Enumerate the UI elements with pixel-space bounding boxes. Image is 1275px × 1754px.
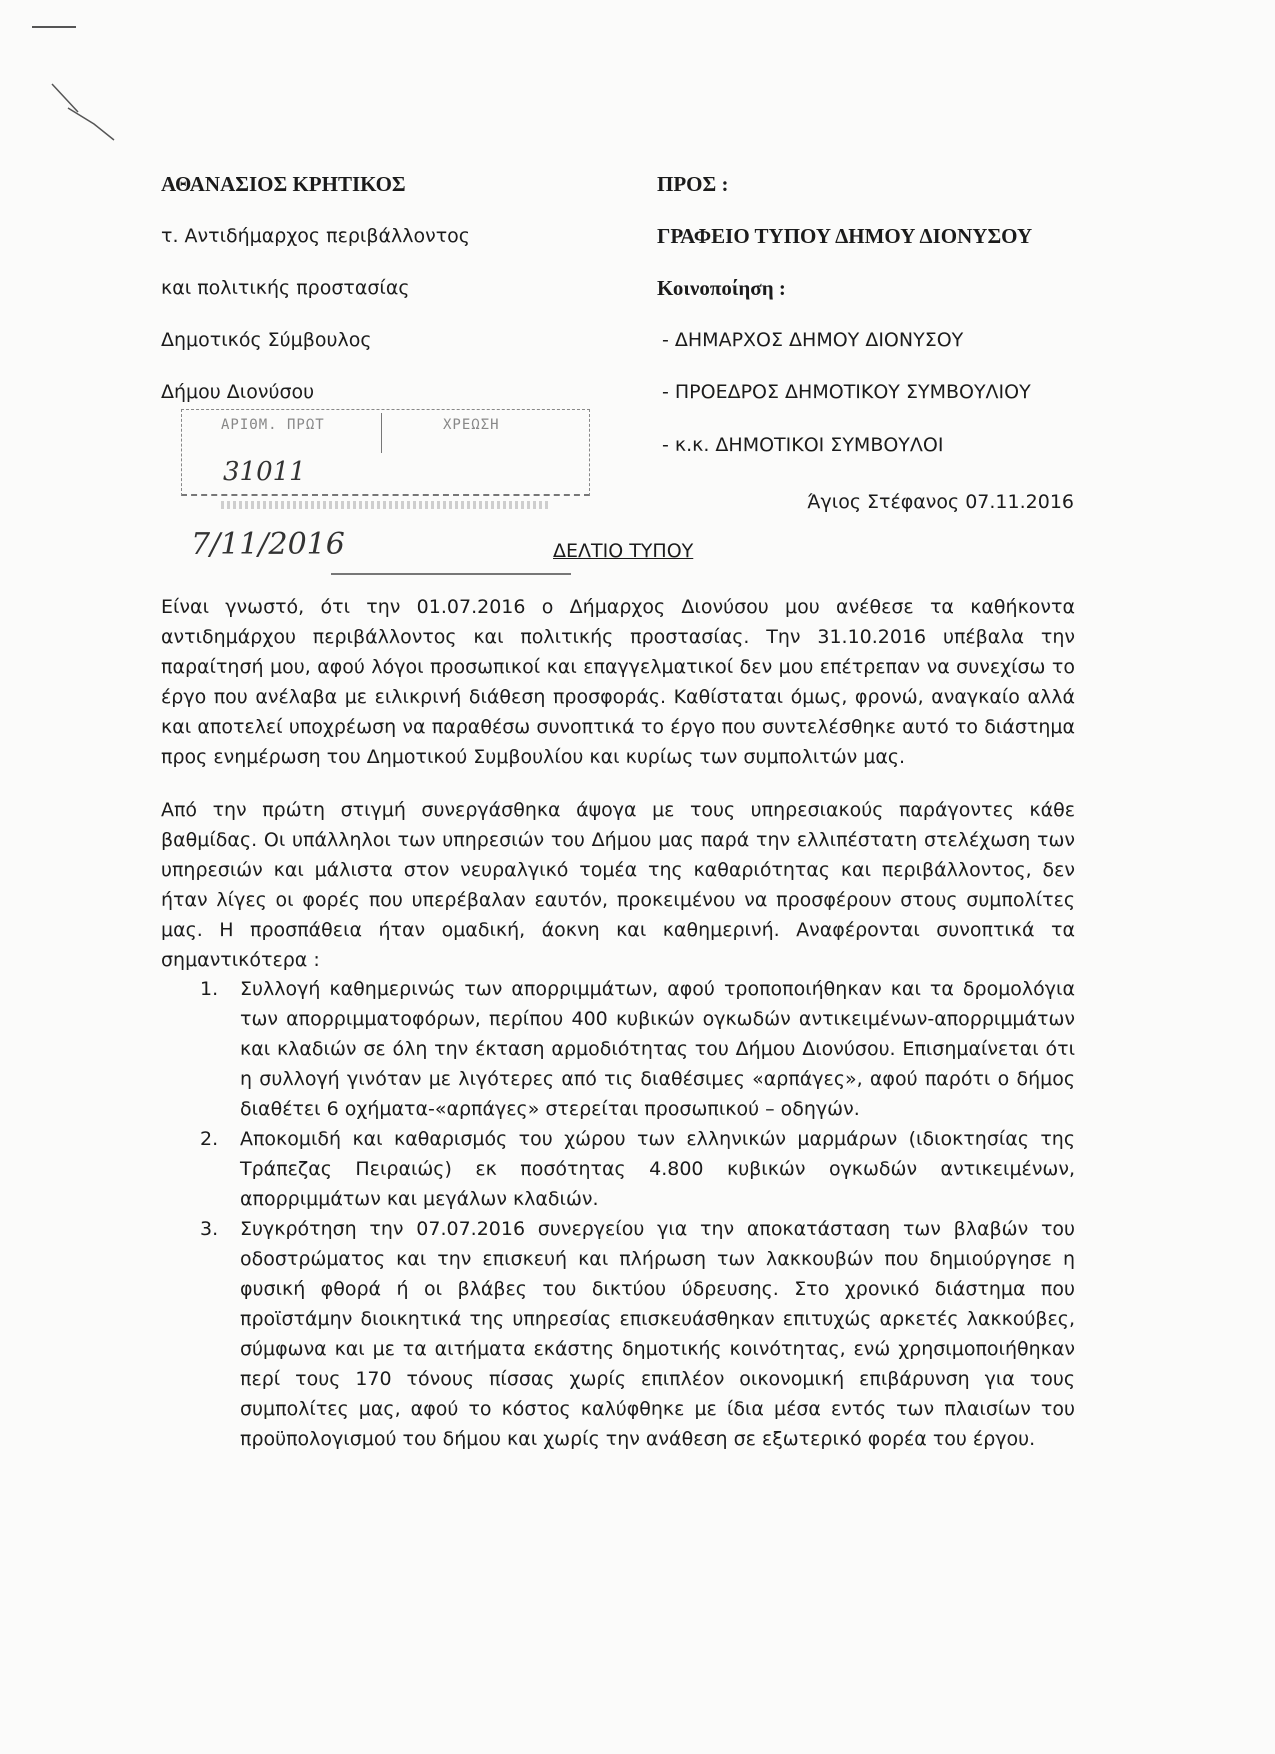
sender-line: Δημοτικός Σύμβουλος <box>161 329 372 351</box>
cc-recipient: - κ.κ. ΔΗΜΟΤΙΚΟΙ ΣΥΜΒΟΥΛΟΙ <box>662 434 944 456</box>
stamp-faded-text <box>221 501 551 509</box>
protocol-stamp <box>181 409 588 573</box>
stamp-protocol-header: ΑΡΙΘΜ. ΠΡΩΤ <box>221 417 325 433</box>
stamp-date: 7/11/2016 <box>191 527 345 562</box>
to-label: ΠΡΟΣ : <box>657 172 729 196</box>
list-item-number: 2. <box>200 1128 219 1150</box>
achievements-list <box>200 974 1075 1454</box>
stamp-charge-header: ΧΡΕΩΣΗ <box>443 417 500 433</box>
body-paragraph: Από την πρώτη στιγμή συνεργάσθηκα άψογα με τους υπηρεσιακούς παράγοντες κάθε βαθμίδας. Οι υπάλληλοι των υπηρεσιών του Δήμου μας παρά την ελλιπέστατη στελέχωση των υπηρεσιών και μάλιστα στον νευραλγικό τομέα της καθαριότητας και περιβάλλοντος, δεν ήταν λίγες οι φορές που υπερέβαλαν εαυτόν, προκειμένου να προσφέρουν στους συμπολίτες μας. Η προσπάθεια ήταν ομαδική, άοκνη και καθημερινή. Αναφέρονται συνοπτικά τα σημαντικότερα : <box>161 799 1075 971</box>
stamp-bottom-line <box>331 573 571 575</box>
cc-label: Κοινοποίηση : <box>657 276 786 300</box>
sender-line: και πολιτικής προστασίας <box>161 277 410 299</box>
list-item-text: Συγκρότηση την 07.07.2016 συνεργείου για την αποκατάσταση των βλαβών του οδοστρώματος και την επισκευή και πλήρωση των λακκουβών που δημιούργησε η φυσική φθορά ή οι βλάβες του δικτύου ύδρευσης. Στο χρονικό διάστημα που προϊστάμην διοικητικά της υπηρεσίας επισκευάσθηκαν επιτυχώς αρκετές λακκούβες, σύμφωνα και με τα αιτήματα εκάστης δημοτικής κοινότητας, ενώ χρησιμοποιήθηκαν περί τους 170 τόνους πίσσας χωρίς επιπλέον οικονομική επιβάρυνση για τους συμπολίτες μας, αφού το κόστος καλύφθηκε με ίδια μέσα εντός των πλαισίων του προϋπολογισμού του δήμου και χωρίς την ανάθεση σε εξωτερικό φορέα του έργου. <box>240 1218 1075 1450</box>
sender-name: ΑΘΑΝΑΣΙΟΣ ΚΡΗΤΙΚΟΣ <box>161 172 406 196</box>
pen-scribble-mark <box>48 78 128 148</box>
list-item <box>200 1124 1075 1214</box>
list-item-number: 3. <box>200 1218 219 1240</box>
list-item <box>200 974 1075 1124</box>
list-item <box>200 1214 1075 1454</box>
cc-recipient: - ΠΡΟΕΔΡΟΣ ΔΗΜΟΤΙΚΟΥ ΣΥΜΒΟΥΛΙΟΥ <box>662 381 1031 403</box>
sender-line: Δήμου Διονύσου <box>161 381 315 403</box>
stamp-protocol-number: 31011 <box>223 457 306 487</box>
recipient: ΓΡΑΦΕΙΟ ΤΥΠΟΥ ΔΗΜΟΥ ΔΙΟΝΥΣΟΥ <box>657 224 1033 248</box>
list-item-number: 1. <box>200 978 219 1000</box>
list-item-text: Συλλογή καθημερινώς των απορριμμάτων, αφού τροποποιήθηκαν και τα δρομολόγια των απορριμματοφόρων, περίπου 400 κυβικών ογκωδών αντικειμένων-απορριμμάτων και κλαδιών σε όλη την έκταση αρμοδιότητας του Δήμου Διονύσου. Επισημαίνεται ότι η συλλογή γινόταν με λιγότερες από τις διαθέσιμες «αρπάγες», αφού παρότι ο δήμος διαθέτει 6 οχήματα-«αρπάγες» στερείται προσωπικού – οδηγών. <box>240 978 1075 1120</box>
stamp-divider <box>381 413 382 453</box>
place-date: Άγιος Στέφανος 07.11.2016 <box>807 491 1074 513</box>
document-title: ΔΕΛΤΙΟ ΤΥΠΟΥ <box>553 540 694 562</box>
scan-edge-mark <box>32 26 76 28</box>
sender-line: τ. Αντιδήμαρχος περιβάλλοντος <box>161 225 470 247</box>
body-paragraph: Είναι γνωστό, ότι την 01.07.2016 ο Δήμαρχος Διονύσου μου ανέθεσε τα καθήκοντα αντιδημάρχου περιβάλλοντος και πολιτικής προστασίας. Την 31.10.2016 υπέβαλα την παραίτησή μου, αφού λόγοι προσωπικοί και επαγγελματικοί δεν μου επέτρεπαν να συνεχίσω το έργο που ανέλαβα με ειλικρινή διάθεση προσφοράς. Καθίσταται όμως, φρονώ, αναγκαίο αλλά και αποτελεί υποχρέωση να παραθέσω συνοπτικά το έργο που συντελέσθηκε αυτό το διάστημα προς ενημέρωση του Δημοτικού Συμβουλίου και κυρίως των συμπολιτών μας. <box>161 596 1075 768</box>
list-item-text: Αποκομιδή και καθαρισμός του χώρου των ελληνικών μαρμάρων (ιδιοκτησίας της Τράπεζας Πειραιώς) εκ ποσότητας 4.800 κυβικών ογκωδών αντικειμένων, απορριμμάτων και μεγάλων κλαδιών. <box>240 1128 1075 1210</box>
cc-recipient: - ΔΗΜΑΡΧΟΣ ΔΗΜΟΥ ΔΙΟΝΥΣΟΥ <box>662 329 964 351</box>
